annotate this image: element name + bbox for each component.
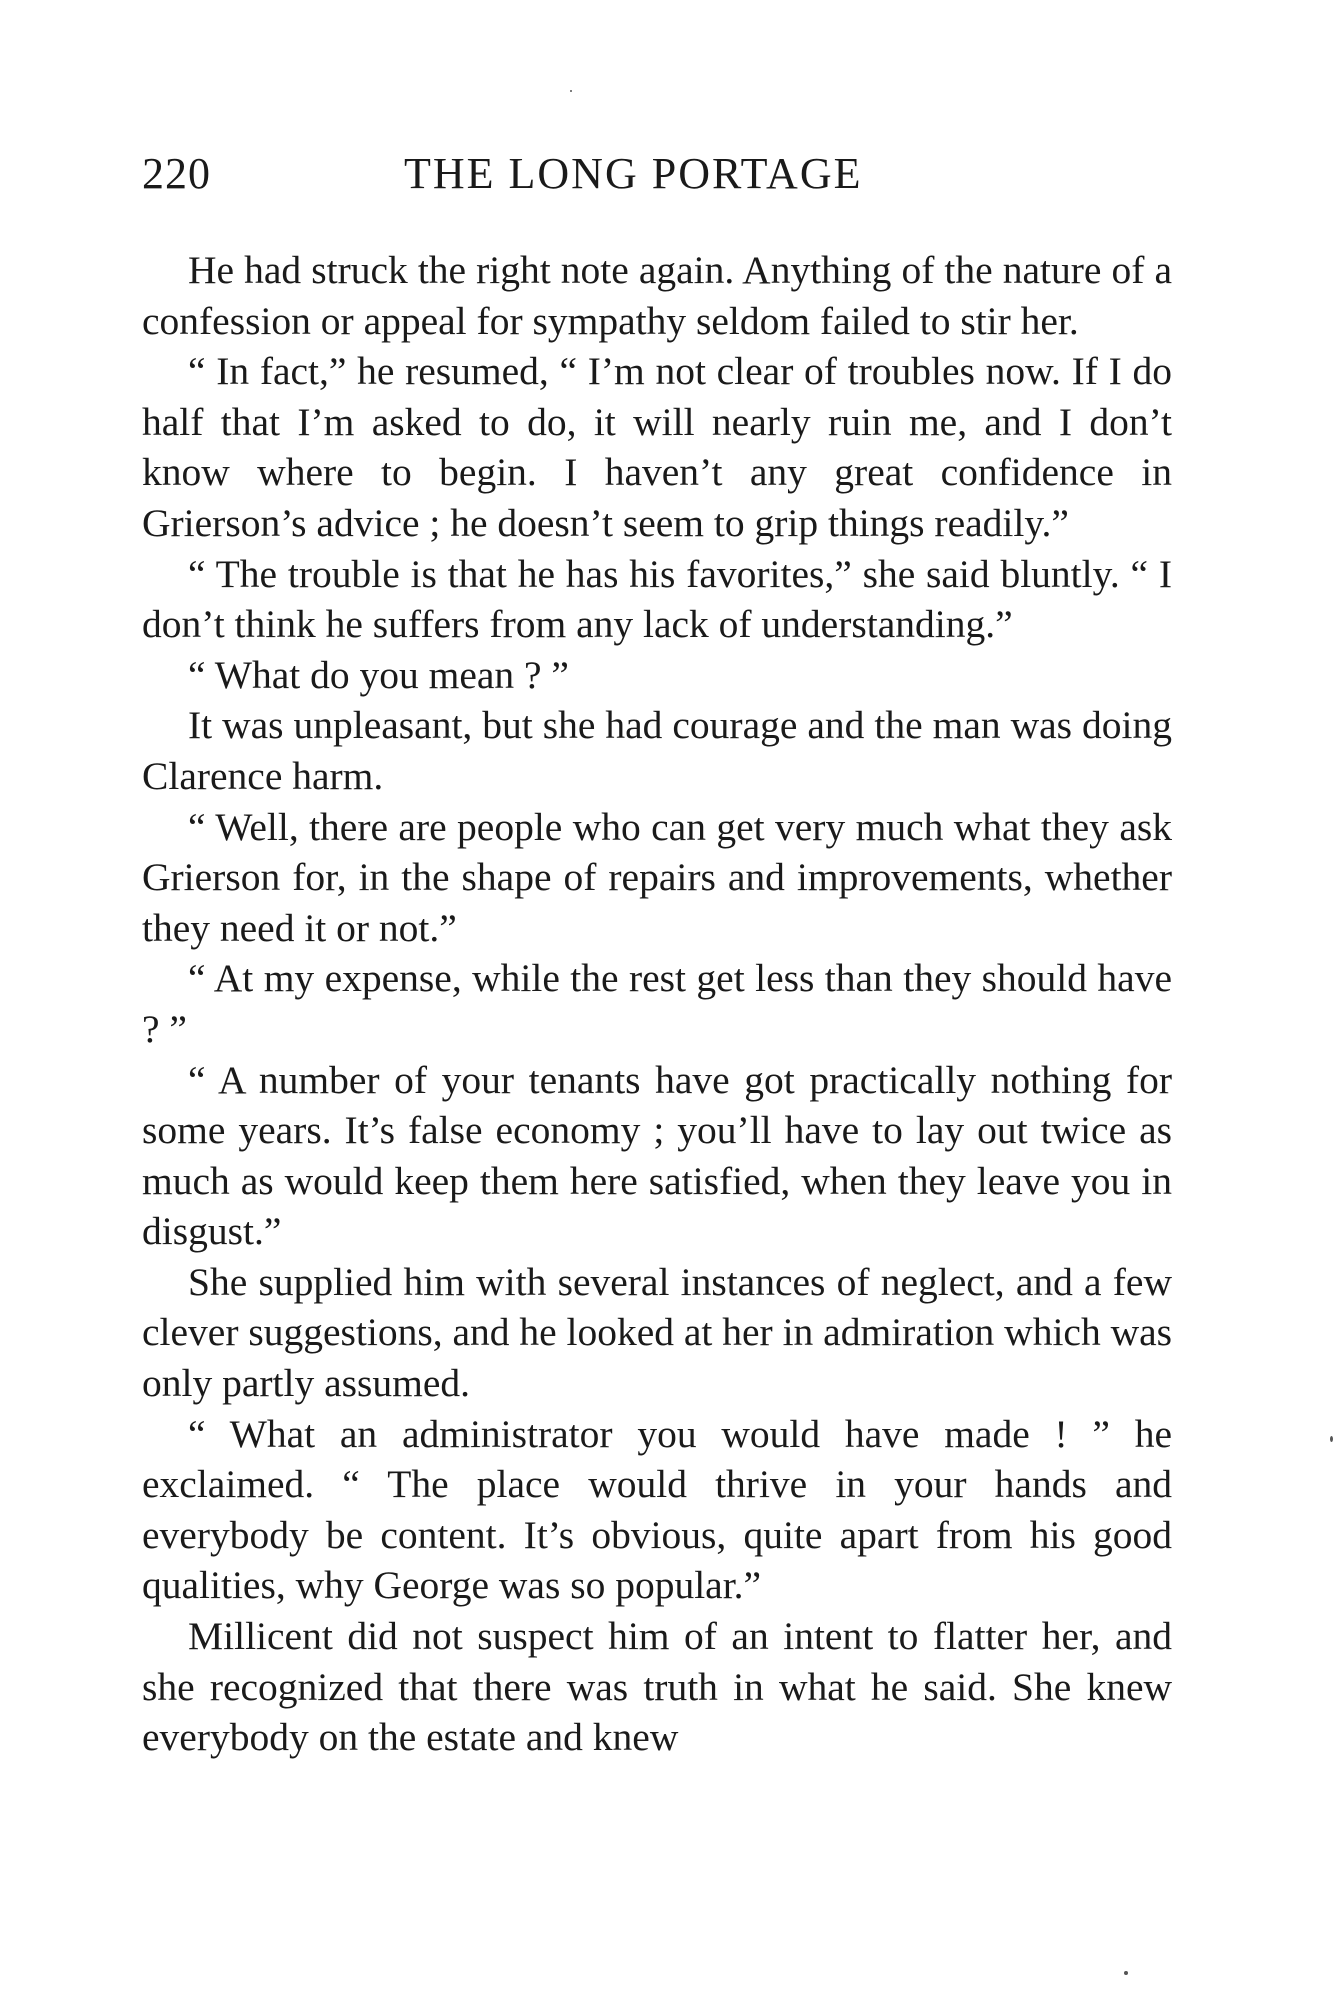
paragraph: “ The trouble is that he has his favorites,” she said bluntly. “ I don’t think he suffers from any lack of understanding.”: [142, 551, 1172, 647]
paragraph: “ In fact,” he resumed, “ I’m not clear of troubles now. If I do half that I’m asked to do, it will nearly ruin me, and I don’t know where to begin. I haven’t any great confidence in Grierson’s advice ; he doesn’t seem to grip things readily.”: [142, 349, 1172, 545]
running-title: THE LONG PORTAGE: [404, 149, 863, 198]
paper-speck: [1330, 1436, 1333, 1442]
page-number: 220: [142, 149, 211, 198]
paragraph: Millicent did not suspect him of an intent to flatter her, and she recognized that there was truth in what he said. She knew everybody on the estate and knew: [142, 1614, 1172, 1760]
paragraph: “ A number of your tenants have got practically nothing for some years. It’s false economy ; you’ll have to lay out twice as much as would keep them here satisfied, when they leave you in disgust.”: [142, 1057, 1172, 1254]
paragraph: “ What do you mean ? ”: [188, 652, 569, 697]
paragraph: He had struck the right note again. Anything of the nature of a confession or appeal for sympathy seldom failed to stir her.: [142, 248, 1172, 343]
body-text: [142, 245, 1172, 1763]
paragraph: It was unpleasant, but she had courage and the man was doing Clarence harm.: [142, 703, 1172, 798]
page-header: [142, 148, 1172, 208]
paragraph: “ What an administrator you would have made ! ” he exclaimed. “ The place would thrive in your hands and everybody be content. It’s obvious, quite apart from his good qualities, why George was so popular.”: [142, 1411, 1172, 1608]
paper-speck: [1124, 1971, 1128, 1975]
paragraph: “ At my expense, while the rest get less than they should have ? ”: [142, 956, 1172, 1051]
paragraph: “ Well, there are people who can get very much what they ask Grierson for, in the shape of repairs and improvements, whether they need it or not.”: [142, 804, 1172, 950]
paragraph: She supplied him with several instances of neglect, and a few clever suggestions, and he looked at her in admiration which was only partly assumed.: [142, 1259, 1173, 1406]
paper-speck: [570, 90, 572, 92]
